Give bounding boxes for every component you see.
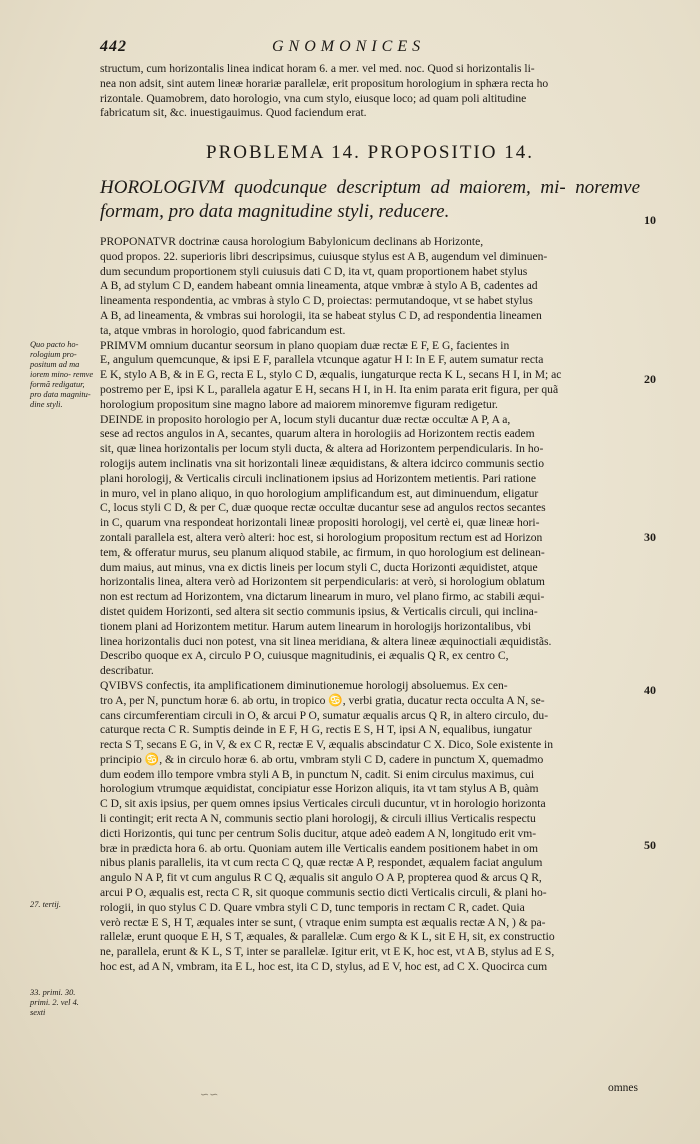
enunciation: HOROLOGIVM quodcunque descriptum ad maiorem, mi- noremve formam, pro data magnitudine styli, reducere. [100, 177, 640, 222]
intro-paragraph [100, 62, 640, 121]
body-line: nibus planis parallelis, ita vt cum recta C Q, quæ rectæ A P, respondet, æqualem faciat angulum [100, 856, 543, 870]
margin-note: Quo pacto ho- rologium pro- positum ad ma iorem mino- remve formã redigatur, pro data magnitu- dine styli. [30, 340, 94, 409]
body-line: verò rectæ E S, H T, æquales inter se sunt, ( vtraque enim sumpta est æqualis rectæ A N, ) & pa- [100, 915, 546, 929]
body-line: sit, quæ linea horizontalis per locum styli ducta, & altera ad Horizontem perpendicularis. In ho- [100, 442, 544, 456]
line-number: 10 [644, 213, 656, 227]
body-line: arcui P O, æqualis est, recta C R, sit quoque communis sectio dicti Verticalis circuli, & plani ho- [100, 886, 547, 900]
body-line: A B, ad stylum C D, eandem habeant omnia lineamenta, atque vmbræ à stylo A B, cadentes ad [100, 279, 538, 293]
problem-title: PROBLEMA 14. PROPOSITIO 14. [206, 142, 534, 163]
body-line: Describo quoque ex A, circulo P O, cuiusque magnitudinis, ei æqualis Q R, ex centro C, [100, 649, 509, 663]
body-line: zontali parallela est, altera verò alteri: hoc est, si horologium propositum rectum est ad Horizon [100, 530, 543, 544]
body-line: in C, quarum vna respondeat horizontali lineæ propositi horologij, vel certè ei, quæ lineæ hori- [100, 516, 540, 530]
body-line: E, angulum quemcunque, & ipsi E F, parallela vtcunque agatur H I: In E F, autem sumatur recta [100, 353, 544, 367]
body-line: principio ♋, & in circulo horæ 6. ab ortu, vmbram styli C D, cadere in punctum X, quemadmo [100, 752, 544, 766]
body-line: DEINDE in proposito horologio per A, locum styli ducantur duæ rectæ occultæ A P, A a, [100, 412, 511, 426]
intro-line: rizontale. Quamobrem, dato horologio, vna cum stylo, eiusque loco; ad quam poli altitudine [100, 91, 527, 105]
body-line: tionem plani ad Horizontem metitur. Harum autem linearum in horologijs horizontalibus, vbi [100, 619, 532, 633]
body-line: non est rectum ad Horizontem, vna dictarum linearum in muro, vel plano firmo, ac stabili æqui- [100, 590, 545, 604]
body-line: C, locus styli C D, & per C, duæ quoque rectæ occultæ ducantur sese ad angulos rectos secantes [100, 501, 546, 515]
line-number: 50 [644, 838, 656, 852]
body-line: dum eodem illo tempore vmbra styli A B, in punctum N, cadit. Si enim circulus maximus, cui [100, 767, 535, 781]
body-line: rologijs autem inclinatis vna sit horizontali lineæ æquidistans, & altera idcirco communis sectio [100, 456, 545, 470]
body-line: dum secundum proportionem styli cuiusuis dati C D, ita vt, quam proportionem habet stylus [100, 264, 528, 278]
body-line: tro A, per N, punctum horæ 6. ab ortu, in tropico ♋, verbi gratia, ducatur recta occulta A N, se- [100, 693, 545, 707]
body-line: angulo N A P, fit vt cum angulus R C Q, æqualis sit angulo O A P, propterea quod & arcus Q R, [100, 871, 542, 885]
catchword: omnes [607, 1082, 638, 1094]
body-line: plani horologij, & Verticalis circuli inclinationem ipsius ad Horizontem metientis. Pari ratione [100, 471, 537, 485]
body-line: rallelæ, erunt quoque E H, S T, æquales, & parallelæ. Cum ergo & K L, sit E H, sit, ex constructio [100, 930, 555, 944]
body-line: describatur. [100, 664, 154, 678]
body-line: quod propos. 22. superioris libri descripsimus, cuiusque stylus est A B, augendum vel diminuen- [100, 249, 548, 263]
body-line: PROPONATVR doctrinæ causa horologium Babylonicum declinans ab Horizonte, [100, 235, 484, 248]
body-line: A B, ad lineamenta, & vmbras sui horologii, ita se habeat stylus C D, ad respondentia lineamen [100, 308, 542, 322]
body-line: horologium propositum sine magno labore ad maiorem minoremve figuram redigetur. [100, 397, 498, 411]
body-line: rologii, in quo stylus C D. Quare vmbra styli C D, tunc temporis in rectam C R, cadet. Quia [100, 900, 525, 914]
body-line: bræ in prædicta hora 6. ab ortu. Quoniam autem ille Verticalis eandem positionem habet in om [100, 841, 538, 855]
line-number: 20 [644, 372, 656, 386]
ink-blot-icon: ∽∽ [200, 1089, 219, 1101]
line-number: 30 [644, 530, 656, 544]
body-line: dum maius, aut minus, vna ex dictis lineis per locum styli C, ducta Horizonti æquidistet, atque [100, 560, 538, 574]
body-line: horologium vtrumque æquidistat, concipiatur esse Horizon aliquis, ita vt tam stylus A B, quàm [100, 782, 539, 796]
page-number: 442 [100, 38, 127, 55]
intro-line: fabricatum sit, &c. inuestigauimus. Quod faciendum erat. [100, 106, 367, 120]
body-line: C D, sit axis ipsius, per quem omnes ipsius Verticales circuli ducuntur, vt in horologio horizonta [100, 797, 546, 811]
intro-line: structum, cum horizontalis linea indicat horam 6. a mer. vel med. noc. Quod si horizontalis li- [100, 62, 535, 75]
body-line: tem, & offeratur murus, seu planum aliquod stabile, ac firmum, in quo horologium est delinean- [100, 545, 545, 559]
body-line: recta S T, secans E G, in V, & ex C R, rectæ E V, æqualis abscindatur C X. Dico, Sole existente in [100, 738, 554, 752]
body-line: QVIBVS confectis, ita amplificationem diminutionemue horologij absoluemus. Ex cen- [100, 678, 508, 692]
body-line: postremo per E, ipsi K L, parallela agatur E H, secans H I, in H. Ita enim parata erit figura, per quã [100, 382, 559, 396]
body-line: linea horizontalis duci non potest, vna sit linea meridiana, & altera lineæ æquinoctiali æquidistãs. [100, 634, 552, 648]
body-line: horizontalis linea, altera verò ad Horizontem sit perpendicularis: at verò, si horologium oblatum [100, 575, 545, 589]
body-line: cans circumferentiam circuli in O, & arcui P O, sumatur æqualis arcus Q R, in altero circulo, du- [100, 708, 549, 722]
body-line: distet quidem Horizonti, sed altera sit sectio communis ipsius, & Verticalis circuli, qui inclina- [100, 604, 538, 618]
running-header [100, 38, 645, 60]
body-line: PRIMVM omnium ducantur seorsum in plano quopiam duæ rectæ E F, E G, facientes in [100, 338, 510, 352]
body-line: li contingit; erit recta A N, communis sectio plani horologij, & circuli illius Verticalis respectu [100, 812, 536, 826]
body-line: sese ad rectos angulos in A, secantes, quarum altera in horologiis ad Horizontem rectis eadem [100, 427, 535, 441]
body-line: ta, atque vmbras in horologio, quod fabricandum est. [100, 323, 346, 337]
body-line: E K, stylo A B, & in E G, recta E L, stylo C D, æqualis, iungaturque recta K L, secans H I, in M; ac [100, 368, 562, 382]
body-line: hoc est, ad A N, vmbram, ita E L, hoc est, ita C D, stylus, ad E V, hoc est, ad C X. Quocirca cum [100, 960, 548, 974]
running-head: GNOMONICES [272, 38, 426, 55]
body-line: dicti Horizontis, qui tunc per centrum Solis ducitur, atque adeò eadem A N, longitudo erit vm- [100, 826, 537, 840]
body-text [100, 235, 640, 975]
body-line: ne, parallela, erunt & K L, S T, inter se parallelæ. Igitur erit, vt E K, hoc est, vt A B, stylus ad E S, [100, 945, 555, 959]
margin-note: 33. primi. 30. primi. 2. vel 4. sexti [30, 988, 79, 1017]
line-number: 40 [644, 683, 656, 697]
body-line: caturque recta C R. Sumptis deinde in E F, H G, rectis E S, H T, ipsi A N, equalibus, iungatur [100, 723, 532, 737]
body-line: lineamenta respondentia, ac vmbras à stylo C D, proiectas: permutandoque, vt se habet stylus [100, 294, 533, 308]
margin-note: 27. tertij. [30, 900, 61, 909]
body-line: in muro, vel in plano aliquo, in quo horologium amplificandum est, aut diminuendum, eligatur [100, 486, 539, 500]
intro-line: nea non adsit, sint autem lineæ horariæ parallelæ, erit propositum horologium in sphæra recta ho [100, 76, 549, 90]
